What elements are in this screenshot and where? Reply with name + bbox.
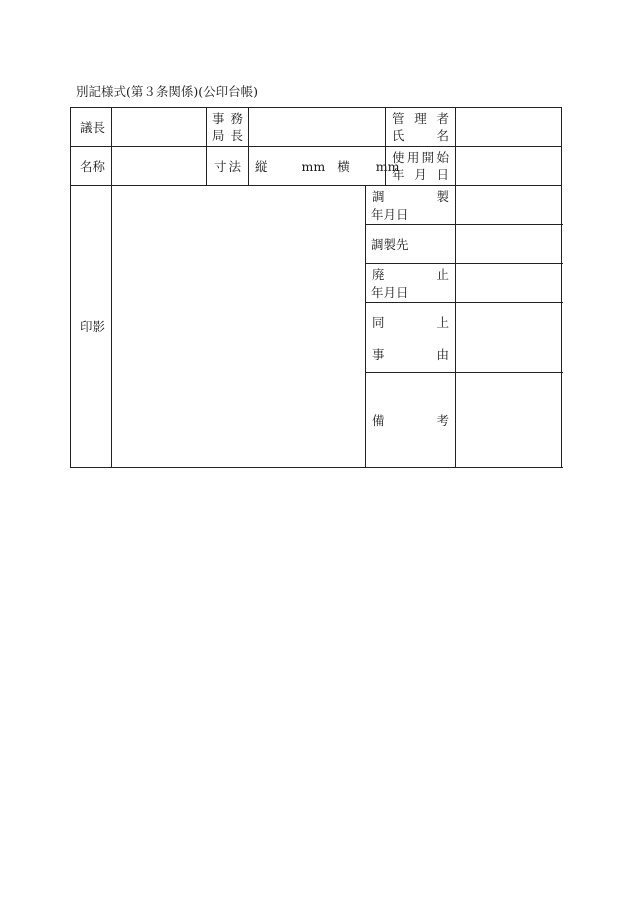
horizontal-unit: mm [375,158,400,174]
administrator-label-char: 理 [414,111,427,126]
usage-start-date-cell[interactable] [456,147,562,186]
reason-label-char: 由 [436,346,450,362]
seal-impression-area[interactable] [112,186,366,468]
form-title: 別記様式(第３条関係)(公印台帳) [76,84,259,99]
reason-label-cell [366,303,456,373]
secretary-label-char: 長 [230,128,243,143]
abolition-date-label-ymd: 年月日 [371,284,409,300]
dimensions-label-char: 法 [228,158,241,174]
secretary-label-char: 務 [230,111,243,126]
administrator-label-char: 者 [436,111,449,126]
usage-start-label-char: 使 [392,150,405,165]
name-value-cell[interactable] [112,147,207,186]
manufacture-date-label-char: 調 [372,188,385,204]
usage-start-label-char: 年 [392,167,405,182]
usage-start-label-char: 用 [406,150,420,165]
administrator-label-cell [386,108,456,147]
chairman-label-cell [71,108,112,147]
reason-value-cell[interactable] [456,303,562,373]
name-label-char: 称 [92,158,106,174]
usage-start-label-char: 開 [421,150,435,165]
reason-label-char: 同 [372,314,385,330]
remarks-label-cell [366,373,456,468]
secretary-label-char: 局 [212,128,225,143]
header-row-2 [71,147,562,186]
administrator-name-cell[interactable] [456,108,562,147]
body-row-manufacture-date [71,186,562,225]
seal-ledger-table [70,107,562,468]
secretary-general-label-cell [207,108,249,147]
administrator-label-char: 管 [392,111,405,126]
remarks-label-char: 考 [436,412,450,428]
manufacture-date-label-ymd: 年月日 [371,206,409,222]
remarks-value-cell[interactable] [456,373,562,468]
usage-start-label-char: 始 [436,150,450,165]
dimensions-value-cell[interactable] [249,147,400,186]
administrator-label-char: 名 [436,128,450,143]
usage-start-label-cell [386,147,456,186]
manufacturer-value-cell[interactable] [456,225,562,264]
secretary-general-seal-cell[interactable] [249,108,386,147]
dimensions-label-char: 寸 [214,158,227,174]
name-label-char: 名 [80,158,93,174]
manufacture-date-value-cell[interactable] [456,186,562,225]
manufacturer-label-cell [366,225,456,264]
horizontal-label: 横 [337,158,350,174]
name-label-cell [71,147,112,186]
remarks-label-char: 備 [372,412,385,428]
usage-start-label-char: 日 [436,167,449,182]
header-row-1 [71,108,562,147]
seal-impression-label-char: 影 [92,319,106,334]
abolition-date-label-char: 止 [436,266,450,282]
secretary-label-char: 事 [212,111,225,126]
usage-start-label-char: 月 [414,167,427,182]
chairman-label-char: 長 [92,119,106,135]
abolition-date-value-cell[interactable] [456,264,562,303]
manufacturer-label: 調製先 [371,237,409,252]
manufacture-date-label-cell [366,186,456,225]
vertical-label: 縦 [255,158,268,174]
reason-label-char: 事 [372,346,385,362]
seal-impression-label-cell [71,186,112,468]
seal-impression-label-char: 印 [80,319,93,334]
chairman-seal-cell[interactable] [112,108,207,147]
administrator-label-char: 氏 [392,128,405,143]
abolition-date-label-char: 廃 [372,266,385,282]
vertical-unit: mm [301,158,326,174]
abolition-date-label-cell [366,264,456,303]
reason-label-char: 上 [436,314,450,330]
dimensions-label-cell [207,147,249,186]
chairman-label-char: 議 [80,119,93,135]
manufacture-date-label-char: 製 [436,188,450,204]
